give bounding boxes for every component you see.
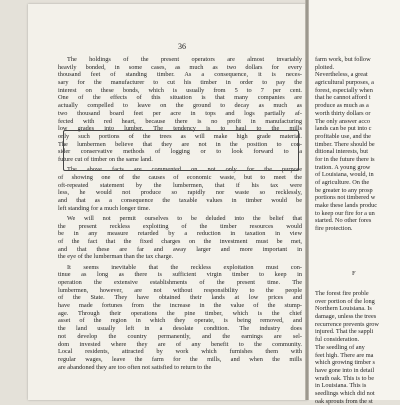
text-line: of showing one of the causes of economic waste, but to meet the <box>58 173 302 181</box>
text-line: two thousand board feet per acre in tops and logs partially af- <box>58 109 302 117</box>
text-line: tinue as long as there is sufficient virgin timber to keep in <box>58 271 302 279</box>
text-line: have made fortunes from the increase in the value of the stump- <box>58 302 302 310</box>
text-line: The forest fire proble <box>315 290 369 297</box>
text-line: seedlings which did not <box>315 389 375 397</box>
text-line: wrath oak. This is to be <box>315 374 374 382</box>
text-line: profitable use, and the <box>315 132 371 140</box>
text-line: age. Through their operations the pine timber, which is the chief <box>58 309 302 317</box>
left-page-text <box>58 56 302 374</box>
text-line: to keep our fire for a un <box>315 209 375 217</box>
text-line: damage, unless the trees <box>315 313 377 321</box>
right-page-heading: F <box>352 270 356 277</box>
text-line: The lumbermen believe that they are not in the position to con- <box>58 140 302 148</box>
text-line: not develop the country permanently, and the earnings are sel- <box>58 332 302 340</box>
text-line: ful consideration. <box>315 336 360 344</box>
text-line: timber. There should be <box>315 140 375 148</box>
text-line: left standing for a much longer time. <box>58 204 151 212</box>
paragraph <box>58 166 302 212</box>
text-line: over portion of the long <box>315 297 375 305</box>
text-line: for in the future there is <box>315 155 375 163</box>
text-line: are abandoned they are too often not satisfied to return to the <box>58 363 212 371</box>
text-line: asset of the region in which they operate, is being removed, and <box>58 317 302 325</box>
text-line: recurrence prevents grow <box>315 320 379 328</box>
text-line: injured. That the sappli <box>315 328 374 336</box>
text-line: feet high. There are ma <box>315 351 374 359</box>
text-line: We will not permit ourselves to be deluded into the belief that <box>67 214 302 222</box>
text-line: agricultural purposes, a <box>315 79 374 87</box>
text-line: future cut of timber on the same land. <box>58 155 153 163</box>
text-line: portions not timbered w <box>315 194 376 202</box>
text-line: make these lands produc <box>315 202 378 210</box>
text-line: The seedling of any <box>315 343 365 351</box>
text-line: of the State. They have obtained their lands at low prices and <box>58 294 302 302</box>
text-line: which growing timber s <box>315 359 375 367</box>
text-line: heavily bonded, in some cases, as much as two dollars for every <box>58 63 302 71</box>
text-line: of agriculture. On the <box>315 179 370 186</box>
text-line: only such portions of the trees as will make high grade material. <box>58 132 302 140</box>
text-line: that he cannot afford t <box>315 94 371 102</box>
text-line: The holdings of the present operators are almost invariably <box>67 56 302 63</box>
text-line: ditional interests, but <box>315 148 368 156</box>
text-line: worth thirty dollars or <box>315 109 371 117</box>
text-line: be in any measure retarded by a reduction in taxation in view <box>58 230 302 238</box>
text-line: in Louisiana. This is <box>315 382 367 390</box>
text-line: low grades into lumber. The tendency is to haul to the mills <box>58 125 302 133</box>
text-line: fire protection. <box>315 225 353 233</box>
text-line: lands can be put into c <box>315 125 372 133</box>
page-number: 36 <box>178 42 186 51</box>
text-line: forest, especially when <box>315 86 373 94</box>
text-line: thousand feet of standing timber. As a consequence, it is neces- <box>58 71 302 79</box>
text-line: the land usually left in a desolate condition. The industry does <box>58 325 302 333</box>
text-line: dom invested where they are of any benefit to the community. <box>58 340 302 348</box>
text-line: the present reckless exploiting of the timber resources would <box>58 222 302 230</box>
text-line: regular wages, leave the farm for the mills, and when the mills <box>58 355 302 363</box>
text-line: have gone into in detail <box>315 366 375 374</box>
text-line: less, he would not produce so rapidly nor waste so recklessly, <box>58 189 302 197</box>
text-line: of the fact that the fixed charges on the investment must be met, <box>58 238 302 245</box>
text-line: One of the effects of this situation is that many companies are <box>58 94 302 102</box>
text-line: be greater to any prosp <box>315 186 373 194</box>
text-line: The only answer acco <box>315 117 371 125</box>
text-line: lumbermen, however, are not without responsibility to the people <box>58 286 302 294</box>
text-line: Northern Louisiana. Is <box>315 305 372 313</box>
text-line: actually compelled to leave on the ground to decay as much as <box>58 102 302 110</box>
text-line: fected with red heart, because there is no profit in manufacturing <box>58 117 302 125</box>
text-line: and that as a consequence the taxable values in timber would be <box>58 196 302 204</box>
paragraph <box>58 56 302 164</box>
text-line: the eye of the lumberman than the tax charge. <box>58 253 174 261</box>
text-line: operation the extensive establishments of the present time. The <box>58 279 302 287</box>
text-line: and that these are far and away larger and more important in <box>58 245 302 253</box>
text-line: interest on these bonds, which is usually from 5 to 7 per cent. <box>58 86 302 94</box>
right-page-text-upper <box>315 56 400 233</box>
text-line: produce as much as a <box>315 102 369 110</box>
text-line: oak sprouts from the st <box>315 397 373 405</box>
paragraph <box>58 264 302 372</box>
text-line: The above facts are commented on not only for the purpose <box>67 166 302 174</box>
text-line: Nevertheless, a great <box>315 71 368 79</box>
text-line: It seems inevitable that the reckless exploitation must con- <box>67 263 302 271</box>
text-line: sary for the manufacturer to cut his timber in order to pay the <box>58 79 302 87</box>
text-line: farm work, but follow <box>315 56 371 63</box>
paragraph <box>58 215 302 261</box>
text-line: tration. A young grow <box>315 163 371 171</box>
text-line: oft-repeated statement by the lumbermen, that if his tax were <box>58 181 302 189</box>
right-page-text-lower <box>315 290 400 405</box>
text-line: Local residents, attracted by work which furnishes them with <box>58 348 302 356</box>
text-line: started. No other fores <box>315 217 372 225</box>
text-line: sider conservative methods of logging or to look forward to a <box>58 148 302 156</box>
text-line: ploited. <box>315 63 335 71</box>
text-line: of Louisiana, would, in <box>315 171 374 179</box>
